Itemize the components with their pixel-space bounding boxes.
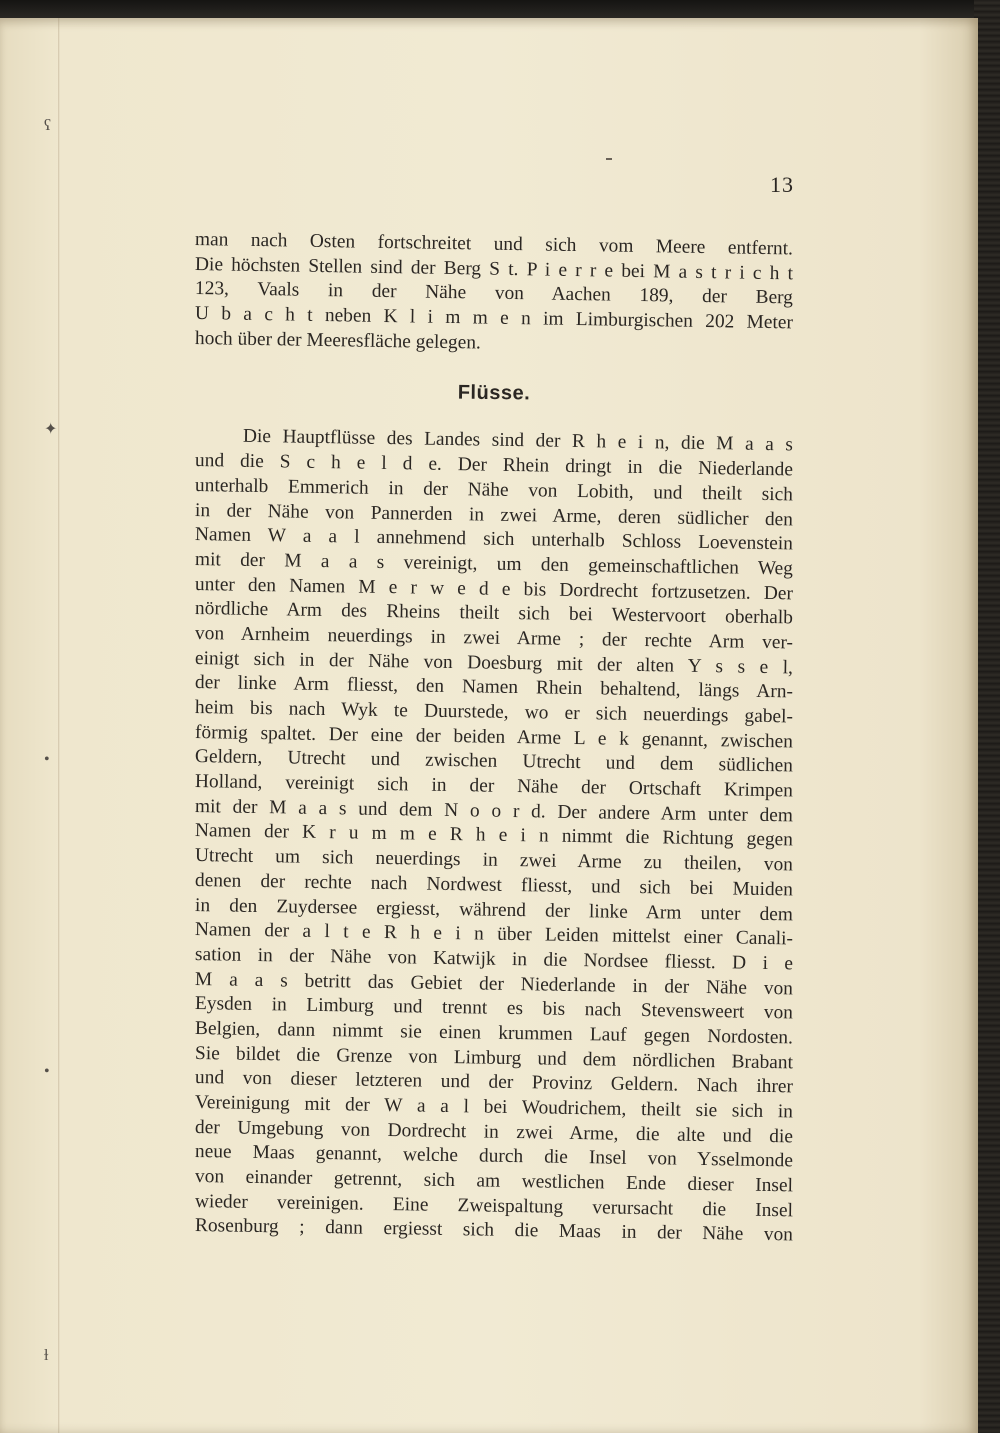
section-heading: Flüsse. [457,382,531,405]
text-line: Utrecht um sich neuerdings in zwei Arme zu theilen, von [194,845,794,876]
text-line: Die höchsten Stellen sind der Berg S t. P i e r r e bei M a s t r i c h t [194,253,794,285]
text-line: und die S c h e l d e. Der Rhein dringt in die Niederlande [194,450,794,481]
text-line: hoch über der Meeresfläche gelegen. [194,327,482,354]
text-line: Holland, vereinigt sich in der Nähe der Ortschaft Krimpen [194,771,794,802]
page-gutter-shadow [58,18,60,1433]
text-line: U b a c h t neben K l i m m e n im Limburgischen 202 Meter [194,303,794,334]
text-line: der linke Arm fliesst, den Namen Rhein behaltend, längs Arn- [194,672,794,703]
text-line: Namen der K r u m m e R h e i n nimmt die Richtung gegen [194,820,794,851]
text-line: wieder vereinigen. Eine Zweispaltung verursacht die Insel [194,1190,794,1222]
margin-mark-2: ✦ [44,421,58,438]
text-line: Sie bildet die Grenze von Limburg und dem nördlichen Brabant [194,1042,794,1074]
text-line: einigt sich in der Nähe von Doesburg mit der alten Y s s e l, [194,647,794,679]
text-line: und von dieser letzteren und der Provinz Geldern. Nach ihrer [194,1067,794,1098]
paragraph-rivers [194,424,794,1246]
text-line: man nach Osten fortschreitet und sich vom Meere entfernt. [194,229,794,260]
text-line: Belgien, dann nimmt sie einen krummen Lauf gegen Nordosten. [194,1017,794,1049]
text-line: der Umgebung von Dordrecht in zwei Arme, die alte und die [194,1116,794,1148]
text-line: Namen W a a l annehmend sich unterhalb Schloss Loevenstein [194,524,794,555]
text-line: neue Maas genannt, welche durch die Insel von Ysselmonde [194,1141,794,1172]
text-line: von einander getrennt, sich am westlichen Ende dieser Insel [194,1166,794,1197]
text-line: unterhalb Emmerich in der Nähe von Lobith, und theilt sich [194,474,794,506]
margin-mark-4: • [44,1063,50,1080]
text-line: mit der M a a s und dem N o o r d. Der andere Arm unter dem [194,795,794,827]
text-line: denen der rechte nach Nordwest fliesst, und sich bei Muiden [194,869,794,901]
text-line: Eysden in Limburg und trennt es bis nach Stevensweert von [194,993,794,1024]
text-line: in der Nähe von Pannerden in zwei Arme, deren südlicher den [194,499,794,530]
text-line: nördliche Arm des Rheins theilt sich bei Westervoort oberhalb [194,598,794,629]
text-line: M a a s betritt das Gebiet der Niederlande in der Nähe von [194,968,794,999]
margin-mark-1: ʕ [44,117,52,134]
paragraph-intro [194,228,794,354]
text-line: Rosenburg ; dann ergiesst sich die Maas in der Nähe von [194,1215,794,1246]
body-text [194,228,794,1246]
page-number: 13 [770,172,794,197]
margin-mark-3: • [44,751,50,768]
text-line: Namen der a l t e R h e i n über Leiden mittelst einer Canali- [194,919,794,950]
text-line: heim bis nach Wyk te Duurstede, wo er sich neuerdings gabel- [194,697,794,728]
text-line: von Arnheim neuerdings in zwei Arme ; der rechte Arm ver- [194,622,794,654]
text-line: Die Hauptflüsse des Landes sind der R h e i n, die M a a s [242,426,794,456]
text-line: mit der M a a s vereinigt, um den gemeinschaftlichen Weg [194,548,794,580]
text-line: unter den Namen M e r w e d e bis Dordrecht fortzusetzen. Der [194,573,794,604]
book-page [0,18,978,1433]
text-line: förmig spaltet. Der eine der beiden Arme L e k genannt, zwischen [194,721,794,753]
text-line: sation in der Nähe von Katwijk in die Nordsee fliesst. D i e [194,943,794,975]
text-line: Vereinigung mit der W a a l bei Woudrichem, theilt sie sich in [194,1092,794,1123]
printer-mark [606,158,612,160]
text-line: in den Zuydersee ergiesst, während der linke Arm unter dem [194,894,794,925]
text-line: 123, Vaals in der Nähe von Aachen 189, der Berg [194,278,794,309]
text-line: Geldern, Utrecht und zwischen Utrecht und dem südlichen [194,746,794,777]
margin-mark-5: ɫ [44,1347,49,1364]
